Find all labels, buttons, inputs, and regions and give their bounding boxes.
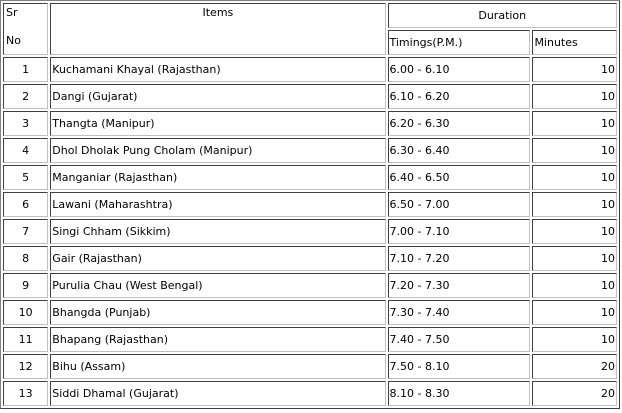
cell-sr-no: 2 bbox=[3, 84, 48, 109]
cell-timing: 6.10 - 6.20 bbox=[388, 84, 531, 109]
cell-minutes: 10 bbox=[532, 273, 617, 298]
header-minutes: Minutes bbox=[532, 30, 617, 55]
cell-item: Bihu (Assam) bbox=[50, 354, 385, 379]
cell-minutes: 10 bbox=[532, 165, 617, 190]
table-row bbox=[3, 246, 617, 271]
cell-sr-no: 11 bbox=[3, 327, 48, 352]
cell-timing: 6.00 - 6.10 bbox=[388, 57, 531, 82]
header-duration: Duration bbox=[388, 3, 618, 28]
cell-timing: 7.00 - 7.10 bbox=[388, 219, 531, 244]
table-row bbox=[3, 354, 617, 379]
header-sr-no bbox=[3, 3, 48, 55]
cell-item: Bhangda (Punjab) bbox=[50, 300, 385, 325]
header-timings: Timings(P.M.) bbox=[388, 30, 531, 55]
table-row bbox=[3, 111, 617, 136]
cell-sr-no: 10 bbox=[3, 300, 48, 325]
cell-timing: 7.40 - 7.50 bbox=[388, 327, 531, 352]
cell-sr-no: 6 bbox=[3, 192, 48, 217]
cell-timing: 6.40 - 6.50 bbox=[388, 165, 531, 190]
header-row-top bbox=[3, 3, 617, 28]
cell-sr-no: 1 bbox=[3, 57, 48, 82]
cell-sr-no: 7 bbox=[3, 219, 48, 244]
table-row bbox=[3, 381, 617, 406]
cell-item: Lawani (Maharashtra) bbox=[50, 192, 385, 217]
cell-item: Bhapang (Rajasthan) bbox=[50, 327, 385, 352]
table-body bbox=[3, 57, 617, 406]
cell-timing: 6.20 - 6.30 bbox=[388, 111, 531, 136]
cell-minutes: 10 bbox=[532, 219, 617, 244]
table-row bbox=[3, 192, 617, 217]
cell-item: Dhol Dholak Pung Cholam (Manipur) bbox=[50, 138, 385, 163]
cell-item: Purulia Chau (West Bengal) bbox=[50, 273, 385, 298]
cell-minutes: 10 bbox=[532, 84, 617, 109]
cell-timing: 7.10 - 7.20 bbox=[388, 246, 531, 271]
cell-timing: 6.30 - 6.40 bbox=[388, 138, 531, 163]
cell-minutes: 10 bbox=[532, 246, 617, 271]
cell-sr-no: 12 bbox=[3, 354, 48, 379]
cell-timing: 7.50 - 8.10 bbox=[388, 354, 531, 379]
cell-item: Siddi Dhamal (Gujarat) bbox=[50, 381, 385, 406]
cell-item: Singi Chham (Sikkim) bbox=[50, 219, 385, 244]
cell-minutes: 20 bbox=[532, 381, 617, 406]
table-row bbox=[3, 219, 617, 244]
cell-minutes: 10 bbox=[532, 192, 617, 217]
cell-minutes: 10 bbox=[532, 300, 617, 325]
table-row bbox=[3, 273, 617, 298]
table-row bbox=[3, 138, 617, 163]
cell-item: Manganiar (Rajasthan) bbox=[50, 165, 385, 190]
cell-sr-no: 13 bbox=[3, 381, 48, 406]
cell-minutes: 10 bbox=[532, 327, 617, 352]
cell-item: Dangi (Gujarat) bbox=[50, 84, 385, 109]
header-no-label: No bbox=[6, 34, 21, 47]
cell-minutes: 10 bbox=[532, 111, 617, 136]
cell-minutes: 10 bbox=[532, 138, 617, 163]
cell-sr-no: 8 bbox=[3, 246, 48, 271]
cell-sr-no: 3 bbox=[3, 111, 48, 136]
cell-item: Gair (Rajasthan) bbox=[50, 246, 385, 271]
table-row bbox=[3, 165, 617, 190]
header-sr-label: Sr bbox=[6, 6, 18, 19]
cell-minutes: 10 bbox=[532, 57, 617, 82]
table-row bbox=[3, 57, 617, 82]
cell-timing: 7.30 - 7.40 bbox=[388, 300, 531, 325]
table-row bbox=[3, 327, 617, 352]
cell-timing: 8.10 - 8.30 bbox=[388, 381, 531, 406]
header-items: Items bbox=[50, 3, 385, 55]
cell-timing: 7.20 - 7.30 bbox=[388, 273, 531, 298]
cell-item: Kuchamani Khayal (Rajasthan) bbox=[50, 57, 385, 82]
table-row bbox=[3, 300, 617, 325]
cell-sr-no: 4 bbox=[3, 138, 48, 163]
cell-item: Thangta (Manipur) bbox=[50, 111, 385, 136]
cell-sr-no: 9 bbox=[3, 273, 48, 298]
table-row bbox=[3, 84, 617, 109]
cell-timing: 6.50 - 7.00 bbox=[388, 192, 531, 217]
cell-sr-no: 5 bbox=[3, 165, 48, 190]
cell-minutes: 20 bbox=[532, 354, 617, 379]
